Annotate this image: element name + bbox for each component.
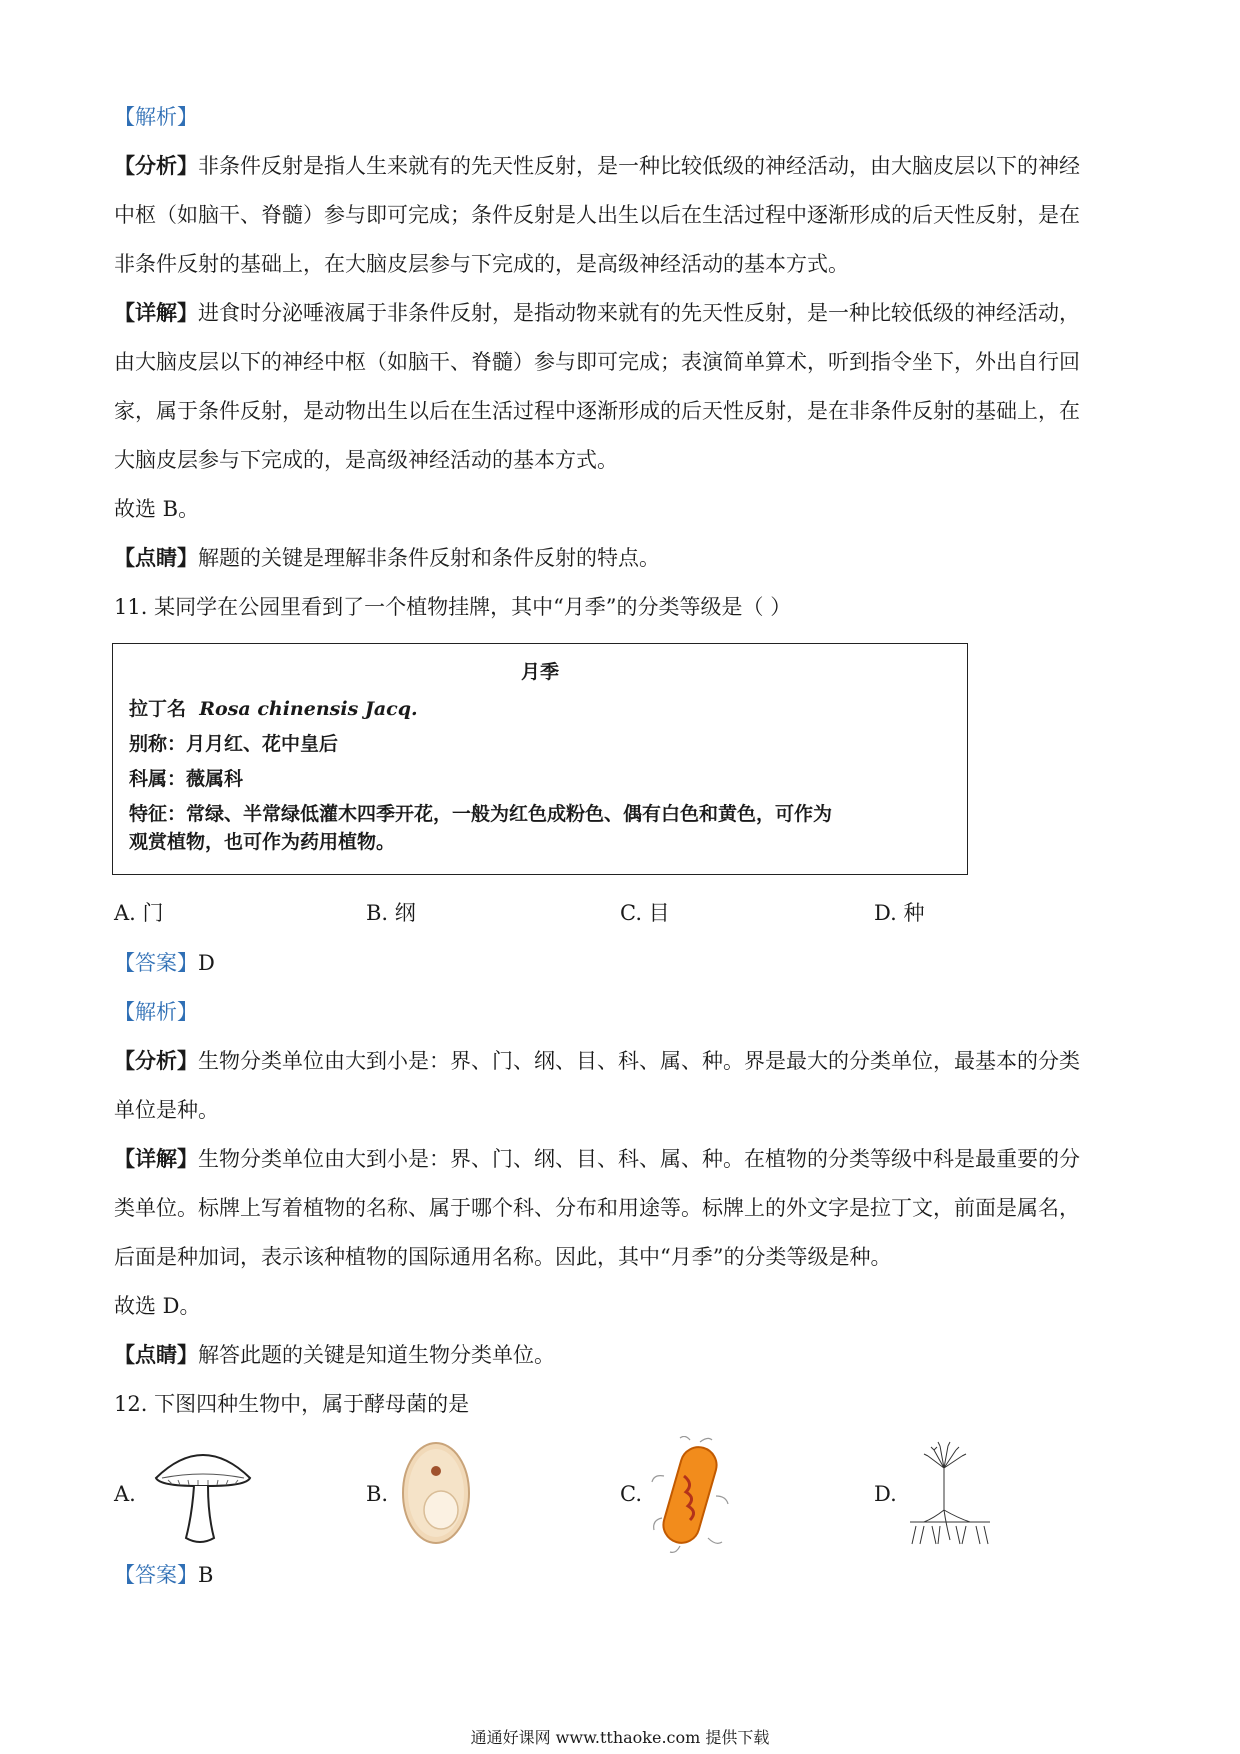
fenxi-line-3: 非条件反射的基础上，在大脑皮层参与下完成的，是高级神经活动的基本方式。 [114,252,849,276]
q12-option-b: B. [366,1482,389,1506]
q11-option-b: B. 纲 [366,901,416,925]
q11-dianjing-label: 【点睛】 [114,1342,198,1367]
q11-fenxi-line-2: 单位是种。 [114,1098,219,1122]
q11-jiexi-heading: 【解析】 [114,1000,198,1024]
yeast-cell-figure [396,1438,476,1548]
q12-option-c: C. [620,1482,642,1506]
q11-answer-label: 【答案】 [114,951,198,975]
mushroom-figure [148,1440,258,1550]
q11-answer-line [114,948,215,978]
q11-xiangjie-text: 生物分类单位由大到小是：界、门、纲、目、科、属、种。在植物的分类等级中科是最重要的分 [198,1147,1080,1171]
q11-dianjing-text: 解答此题的关键是知道生物分类单位。 [198,1343,555,1367]
mold-figure [904,1440,994,1552]
q11-dianjing-line [114,1340,555,1370]
xiangjie-line-3: 家，属于条件反射，是动物出生以后在生活过程中逐渐形成的后天性反射，是在非条件反射的基础上，在 [114,399,1080,423]
guxuan-line: 故选 B。 [114,497,200,521]
dianjing-line [114,543,660,573]
dianjing-label: 【点睛】 [114,545,198,570]
xiangjie-line-2: 由大脑皮层以下的神经中枢（如脑干、脊髓）参与即可完成；表演简单算术，听到指令坐下，外出自行回 [114,350,1080,374]
q11-option-c: C. 目 [620,901,670,925]
jiexi-heading: 【解析】 [114,105,198,129]
q11-xiangjie-line-2: 类单位。标牌上写着植物的名称、属于哪个科、分布和用途等。标牌上的外文字是拉丁文，前面是属名， [114,1196,1080,1220]
fenxi-label: 【分析】 [114,153,198,178]
dianjing-text: 解题的关键是理解非条件反射和条件反射的特点。 [198,546,660,570]
q11-fenxi-text: 生物分类单位由大到小是：界、门、纲、目、科、属、种。界是最大的分类单位，最基本的分类 [198,1049,1080,1073]
plate-alias: 别称：月月红、花中皇后 [129,733,339,755]
bacterium-figure [650,1436,730,1554]
plant-label-plate [112,643,968,875]
q12-answer: B [198,1563,214,1587]
xiangjie-line-4: 大脑皮层参与下完成的，是高级神经活动的基本方式。 [114,448,618,472]
q12-option-a: A. [114,1482,136,1506]
q11-option-a: A. 门 [114,901,164,925]
q11-fenxi-line-1 [114,1046,1080,1076]
plate-feature-line-2: 观赏植物，也可作为药用植物。 [129,831,396,853]
plate-latin-name: Rosa chinensis Jacq. [199,698,418,720]
fenxi-text: 非条件反射是指人生来就有的先天性反射，是一种比较低级的神经活动，由大脑皮层以下的神经 [198,154,1080,178]
q12-stem: 12. 下图四种生物中，属于酵母菌的是 [114,1392,470,1416]
xiangjie-text: 进食时分泌唾液属于非条件反射，是指动物来就有的先天性反射，是一种比较低级的神经活动， [198,301,1080,325]
q11-xiangjie-line-3: 后面是种加词，表示该种植物的国际通用名称。因此，其中“月季”的分类等级是种。 [114,1245,892,1269]
plate-latin-label: 拉丁名 [129,698,187,720]
q11-xiangjie-line-1 [114,1144,1080,1174]
xiangjie-label: 【详解】 [114,300,198,325]
xiangjie-line-1 [114,298,1080,328]
fenxi-line-1 [114,151,1080,181]
q12-answer-label: 【答案】 [114,1563,198,1587]
q11-fenxi-label: 【分析】 [114,1048,198,1073]
q12-answer-line [114,1560,213,1590]
plate-title: 月季 [520,661,559,683]
fenxi-line-2: 中枢（如脑干、脊髓）参与即可完成；条件反射是人出生以后在生活过程中逐渐形成的后天性反射，是在 [114,203,1080,227]
q11-xiangjie-label: 【详解】 [114,1146,198,1171]
page-footer: 通通好课网 www.tthaoke.com 提供下载 [470,1728,770,1747]
plate-family: 科属：薇属科 [129,768,244,790]
plate-feature-line-1: 特征：常绿、半常绿低灌木四季开花，一般为红色成粉色、偶有白色和黄色，可作为 [129,803,833,825]
q12-option-d: D. [874,1482,897,1506]
plate-latin-row [129,695,418,723]
q11-option-d: D. 种 [874,901,925,925]
q11-guxuan-line: 故选 D。 [114,1294,201,1318]
q11-answer: D [198,951,215,975]
q11-stem: 11. 某同学在公园里看到了一个植物挂牌，其中“月季”的分类等级是（ ） [114,595,792,619]
